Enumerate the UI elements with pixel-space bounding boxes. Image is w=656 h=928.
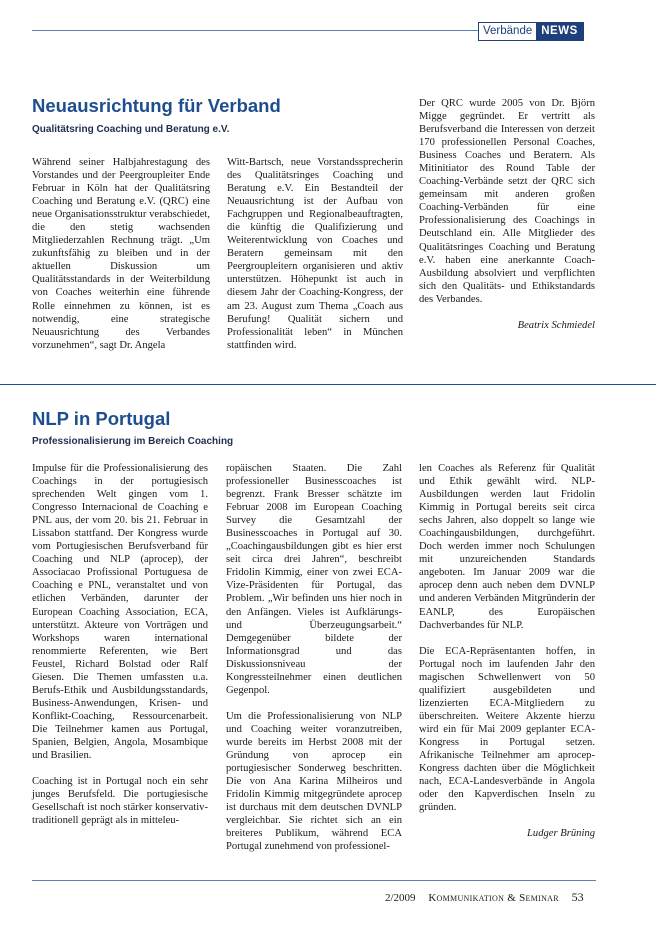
magazine-name: Kommunikation & Seminar (428, 892, 559, 904)
footer-rule (32, 880, 596, 881)
article1-column-3 (419, 97, 595, 332)
article2-subtitle: Professionalisierung im Bereich Coaching (32, 436, 234, 447)
article1-column-2 (227, 156, 403, 352)
article2-column-1 (32, 462, 208, 827)
article1-paragraph: Der QRC wurde 2005 von Dr. Björn Migge gegründet. Er vertritt als Berufsverband die Interessen von derzeit 170 professionellen Personal Coaches, Business Coaches und Beratern. Als Mitinitiator des Round Table der Coaching-Verbände setzt der QRC sich gemeinsam mit anderen großen Coaching-Verbänden für eine Professionalisierung des Coachings in Deutschland ein. Alle Mitglieder des Qualitätsringes Coaching und Beratung e.V. haben eine anerkannte Coach-Ausbildung absolviert und verpflichten sich den Qualitäts- und Ethikstandards des Verbandes. (419, 98, 595, 305)
article1-column-1 (32, 156, 210, 352)
article1-author: Beatrix Schmiedel (517, 319, 595, 331)
article2-paragraph: Impulse für die Professionalisierung des Coachings in der portugiesisch sprechenden Welt gingen vom 1. Congresso Internacional de Coaching e PNL aus, der vom 20. bis 21. Februar in Lissabon stattfand. Der Kongress wurde vom Portugiesischen Berufsverband für Coaching und NLP (aprocep), der Associacao Profissional Portuguesa de Coaching e PNL, veranstaltet und von etlichen Verbänden, darunter der European Coaching Association, ECA, unterstützt. Akteure von Vorträgen und Workshops waren international renommierte Referenten, wie Bert Feustel, Richard Bolstad oder Ralf Giesen. Die Themen umfassten u.a. Berufs-Ethik und Ausbildungsstandards, Business-Anwendungen, Krisen- und Konflikt-Coaching, Ressourcenarbeit. Die Teilnehmer kamen aus Portugal, Spanien, Belgien, Angola, Mosambique und Brasilien. (32, 463, 208, 762)
article2-paragraph: Um die Professionalisierung von NLP und Coaching weiter voranzutreiben, wurde bereits im Herbst 2008 mit der Gründung von aprocep ein portugiesischer Sonderweg beschritten. Die von Ana Karina Milheiros und Fridolin Kimmig mitgegründete aprocep ist durchaus mit dem deutschen DVNLP vergleichbar. Sie richtet sich an ein breiteres Publikum, während ECA Portugal zunehmend von professionel- (226, 710, 402, 853)
section-divider (0, 384, 656, 385)
article1-paragraph: Während seiner Halbjahrestagung des Vorstandes und der Peergroupleiter Ende Februar in Köln hat der Qualitätsring Coaching und Beratung e.V. (QRC) eine neue Organisationsstruktur verabschiedet, die den stetig wachsenden Mitgliederzahlen Rechnung trägt. „Um zukunftsfähig zu bleiben und in der aktuellen Diskussion um Qualitätsstandards in der Weiterbildung von Coaches weiterhin eine führende Rolle einnehmen zu können, ist es notwendig, eine strategische Neuausrichtung des Verbandes vorzunehmen“, sagt Dr. Angela (32, 157, 210, 351)
article2-paragraph: Coaching ist in Portugal noch ein sehr junges Berufsfeld. Die portugiesische Gesellschaft ist noch stärker konservativ-traditionell geprägt als in mitteleu- (32, 776, 208, 827)
article2-author: Ludger Brüning (527, 828, 595, 840)
article2-paragraph: len Coaches als Referenz für Qualität und Ethik gewählt wird. NLP-Ausbildungen werden laut Fridolin Kimmig in Portugal bereits seit circa sechs Jahren, also doppelt so lange wie Coachingausbildungen, durchgeführt. Doch werden immer noch Schulungen mit unzureichenden Standards angeboten. Im Januar 2009 war die aprocep denn auch neben dem DVNLP und anderen Verbänden Mitgründerin der EANLP, des Europäischen Dachverbandes für NLP. (419, 463, 595, 631)
section-badge (478, 22, 584, 41)
article2-paragraph: ropäischen Staaten. Die Zahl professioneller Businesscoaches ist begrenzt. Frank Bresser schätzte im Februar 2008 im European Coaching Survey die Gesamtzahl der Businesscoaches in Portugal auf 30. „Coachingausbildungen gibt es hier erst seit circa drei Jahren“, beschreibt Fridolin Kimmig, einer von zwei ECA-Vize-Präsidenten für Portugal, das Problem. „Wir befinden uns hier noch in den Anfängen. Vieles ist Aufklärungs- und Überzeugungsarbeit.“ Demgegenüber bildete der Informationsgrad und das Diskussionsniveau der Kongressteilnehmer einen deutlichen Gegenpol. (226, 463, 402, 696)
article2-column-3 (419, 462, 595, 840)
section-label: Verbände (479, 23, 536, 40)
article2-title: NLP in Portugal (32, 408, 171, 429)
article1-paragraph: Witt-Bartsch, neue Vorstandssprecherin des Qualitätsringes Coaching und Beratung e.V. Ein Bestandteil der Neuausrichtung ist der Aufbau von Fachgruppen und Regionalbeauftragten, die künftig die Qualifizierung und Weiterentwicklung von Coaches und Beratern gemeinsam mit den Peergroupleitern organisieren und aktiv unterstützen. Höhepunkt ist auch in diesem Jahr der Coaching-Kongress, der am 23. August zum Thema „Coach aus Berufung! Qualität sichern und Professionalität leben“ in München stattfinden wird. (227, 157, 403, 351)
news-tag: NEWS (536, 23, 583, 40)
article2-paragraph: Die ECA-Repräsentanten hoffen, in Portugal noch im laufenden Jahr den magischen Schwellenwert von 50 qualifiziert ausgebildeten und lizenzierten ECA-Mitgliedern zu überschreiten. Weitere Akzente hierzu wird ein für Mai 2009 geplanter ECA-Kongress in Portugal setzen. Afrikanische Teilnehmer am aprocep-Kongress dachten über die Möglichkeit nach, ECA-Landesverbände in Angola oder den Kapverdischen Inseln zu gründen. (419, 645, 595, 814)
article1-subtitle: Qualitätsring Coaching und Beratung e.V. (32, 124, 230, 135)
page-footer (385, 890, 584, 905)
page-number: 53 (571, 890, 584, 904)
article1-title: Neuausrichtung für Verband (32, 95, 281, 116)
header-rule (32, 30, 478, 31)
issue-number: 2/2009 (385, 892, 416, 904)
article2-column-2 (226, 462, 402, 853)
